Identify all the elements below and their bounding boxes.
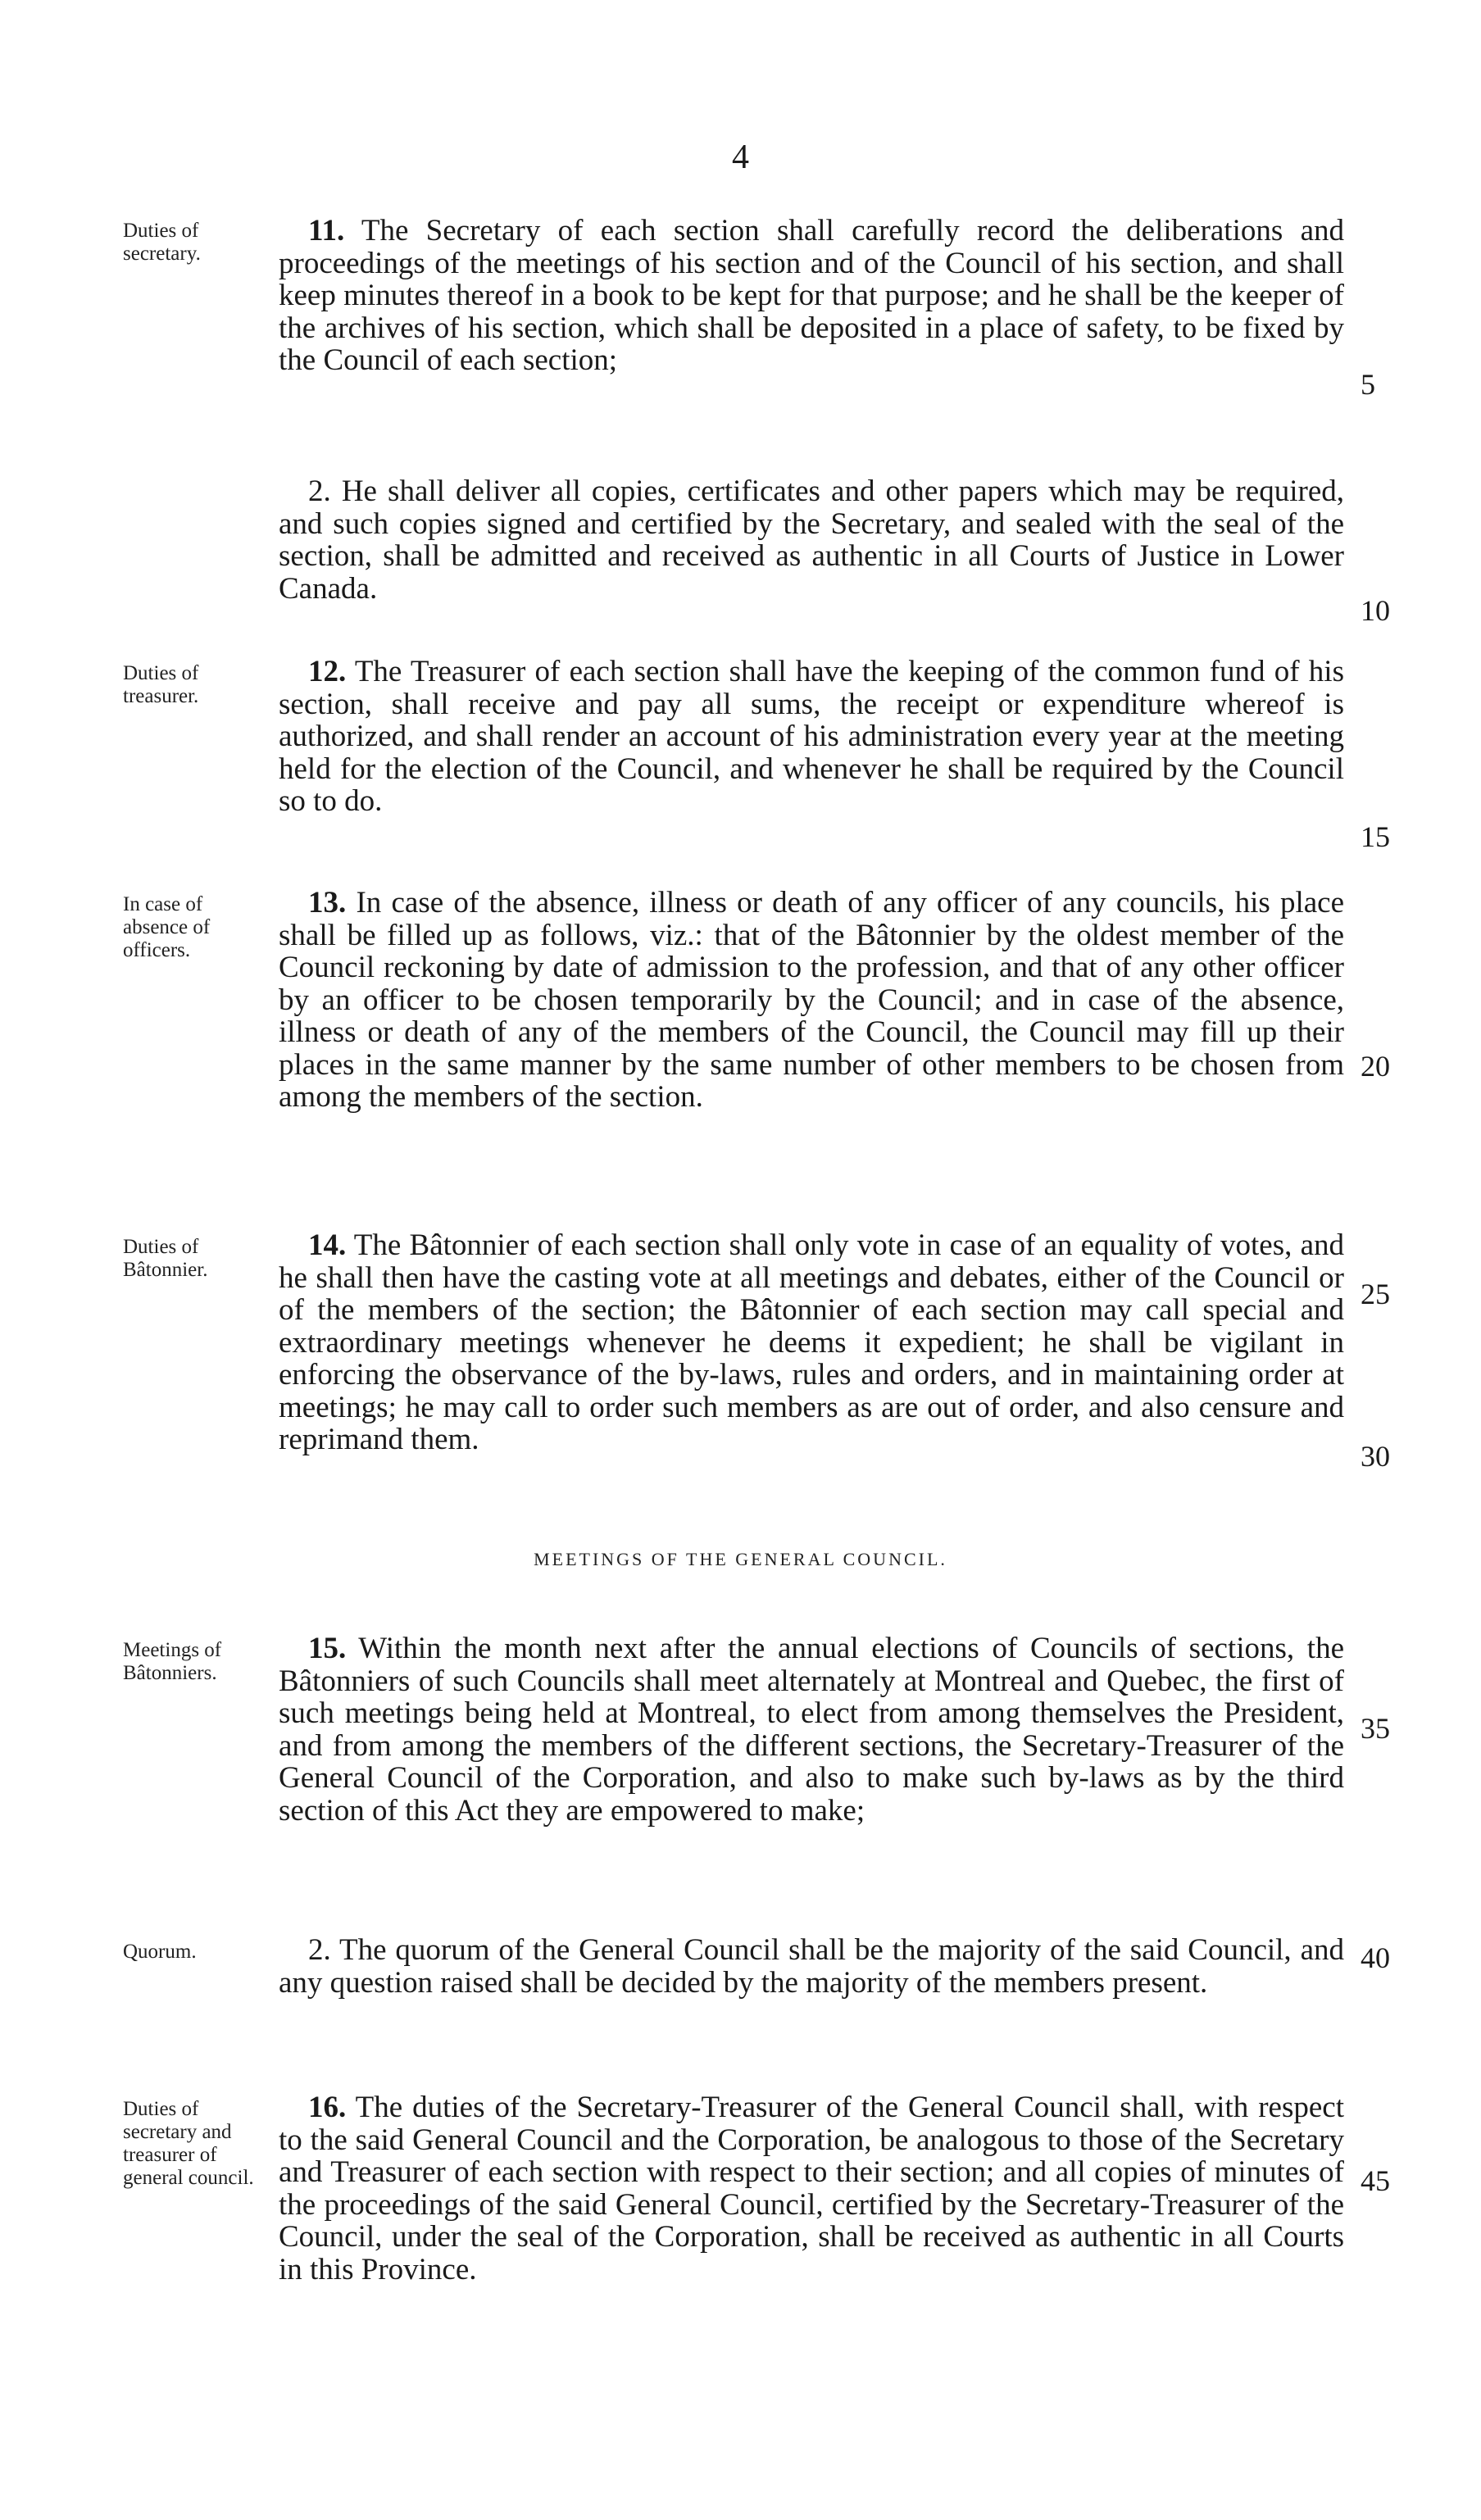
line-number: 20 [1361,1050,1390,1083]
section-14-paragraph [279,1229,1344,1456]
section-12-paragraph [279,656,1344,818]
line-number: 30 [1361,1440,1390,1473]
margin-note-duties-of-batonnier: Duties of Bâtonnier. [123,1236,208,1281]
margin-note-duties-of-treasurer: Duties of treasurer. [123,662,199,707]
line-number: 40 [1361,1941,1390,1974]
section-number: 16. [308,2091,347,2124]
section-text: He shall deliver all copies, certificates and other papers which may be required, and such copies signed and certified by the Secretary, and sealed with the seal of the section, shall be admitted and received as authentic in all Courts of Justice in Lower Canada. [279,474,1345,606]
section-number: 14. [308,1228,347,1262]
section-number: 2. [308,474,331,508]
margin-note-quorum: Quorum. [123,1941,197,1963]
section-11-paragraph [279,215,1344,377]
section-number: 11. [308,214,345,247]
section-text: The Secretary of each section shall carefully record the deliberations and proceedings of the meetings of his section and of the Council of his section, and shall keep minutes thereof in a book to be kept for that purpose; and he shall be the keeper of the archives of his section, which shall be deposited in a place of safety, to be fixed by the Council of each section; [279,214,1344,377]
page-number: 4 [732,138,749,176]
section-text: The duties of the Secretary-Treasurer of the General Council shall, with respect to the said General Council and the Corporation, be analogous to those of the Secretary and Treasurer of each section with respect to their section; and all copies of minutes of the proceedings of the said General Council, certified by the Secretary-Treasurer of the Council, under the seal of the Corporation, shall be received as authentic in all Courts in this Province. [279,2091,1344,2286]
section-number: 13. [308,886,347,919]
line-number: 10 [1361,594,1390,627]
section-text: The Bâtonnier of each section shall only vote in case of an equality of votes, and he shall then have the casting vote at all meetings and debates, either of the Council or of the members of the section; the Bâtonnier of each section may call special and extraordinary meetings whenever he deems it expedient; he shall be vigilant in enforcing the observance of the by-laws, rules and orders, and in maintaining order at meetings; he may call to order such members as are out of order, and also censure and reprimand them. [279,1228,1344,1456]
margin-note-absence-of-officers: In case of absence of officers. [123,893,211,961]
line-number: 5 [1361,368,1375,401]
section-text: The Treasurer of each section shall have the keeping of the common fund of his section, shall receive and pay all sums, the receipt or expenditure whereof is authorized, and shall render an account of his administration every year at the meeting held for the election of the Council, and whenever he shall be required by the Council so to do. [279,655,1344,818]
line-number: 15 [1361,820,1390,853]
section-number: 12. [308,655,347,688]
section-text: Within the month next after the annual elections of Councils of sections, the Bâtonniers of such Councils shall meet alternately at Montreal and Quebec, the first of such meetings being held at Montreal, to elect from among themselves the President, and from among the members of the different sections, the Secretary-Treasurer of the General Council of the Corporation, and also to make such by-laws as by the third section of this Act they are empowered to make; [279,1632,1344,1828]
section-text: In case of the absence, illness or death of any officer of any councils, his place shall be filled up as follows, viz.: that of the Bâtonnier by the oldest member of the Council reckoning by date of admission to the profession, and that of any other officer by an officer to be chosen temporarily by the Council; and in case of the absence, illness or death of any of the members of the Council, the Council may fill up their places in the same manner by the same number of other members to be chosen from among the members of the section. [279,886,1344,1114]
section-text: The quorum of the General Council shall be the majority of the said Council, and any question raised shall be decided by the majority of the members present. [279,1933,1344,2000]
section-15-2-paragraph [279,1934,1344,1999]
margin-note-meetings-of-batonniers: Meetings of Bâtonniers. [123,1639,222,1684]
section-16-paragraph [279,2091,1344,2286]
line-number: 25 [1361,1278,1390,1310]
section-11-2-paragraph [279,475,1344,605]
section-number: 2. [308,1933,331,1967]
margin-note-duties-of-secretary: Duties of secretary. [123,220,201,265]
section-15-paragraph [279,1632,1344,1827]
margin-note-duties-of-secretary-treasurer: Duties of secretary and treasurer of general council. [123,2098,254,2189]
heading-meetings-of-general-council: MEETINGS OF THE GENERAL COUNCIL. [534,1549,947,1569]
section-number: 15. [308,1632,347,1665]
line-number: 45 [1361,2164,1390,2197]
section-13-paragraph [279,887,1344,1114]
line-number: 35 [1361,1712,1390,1745]
